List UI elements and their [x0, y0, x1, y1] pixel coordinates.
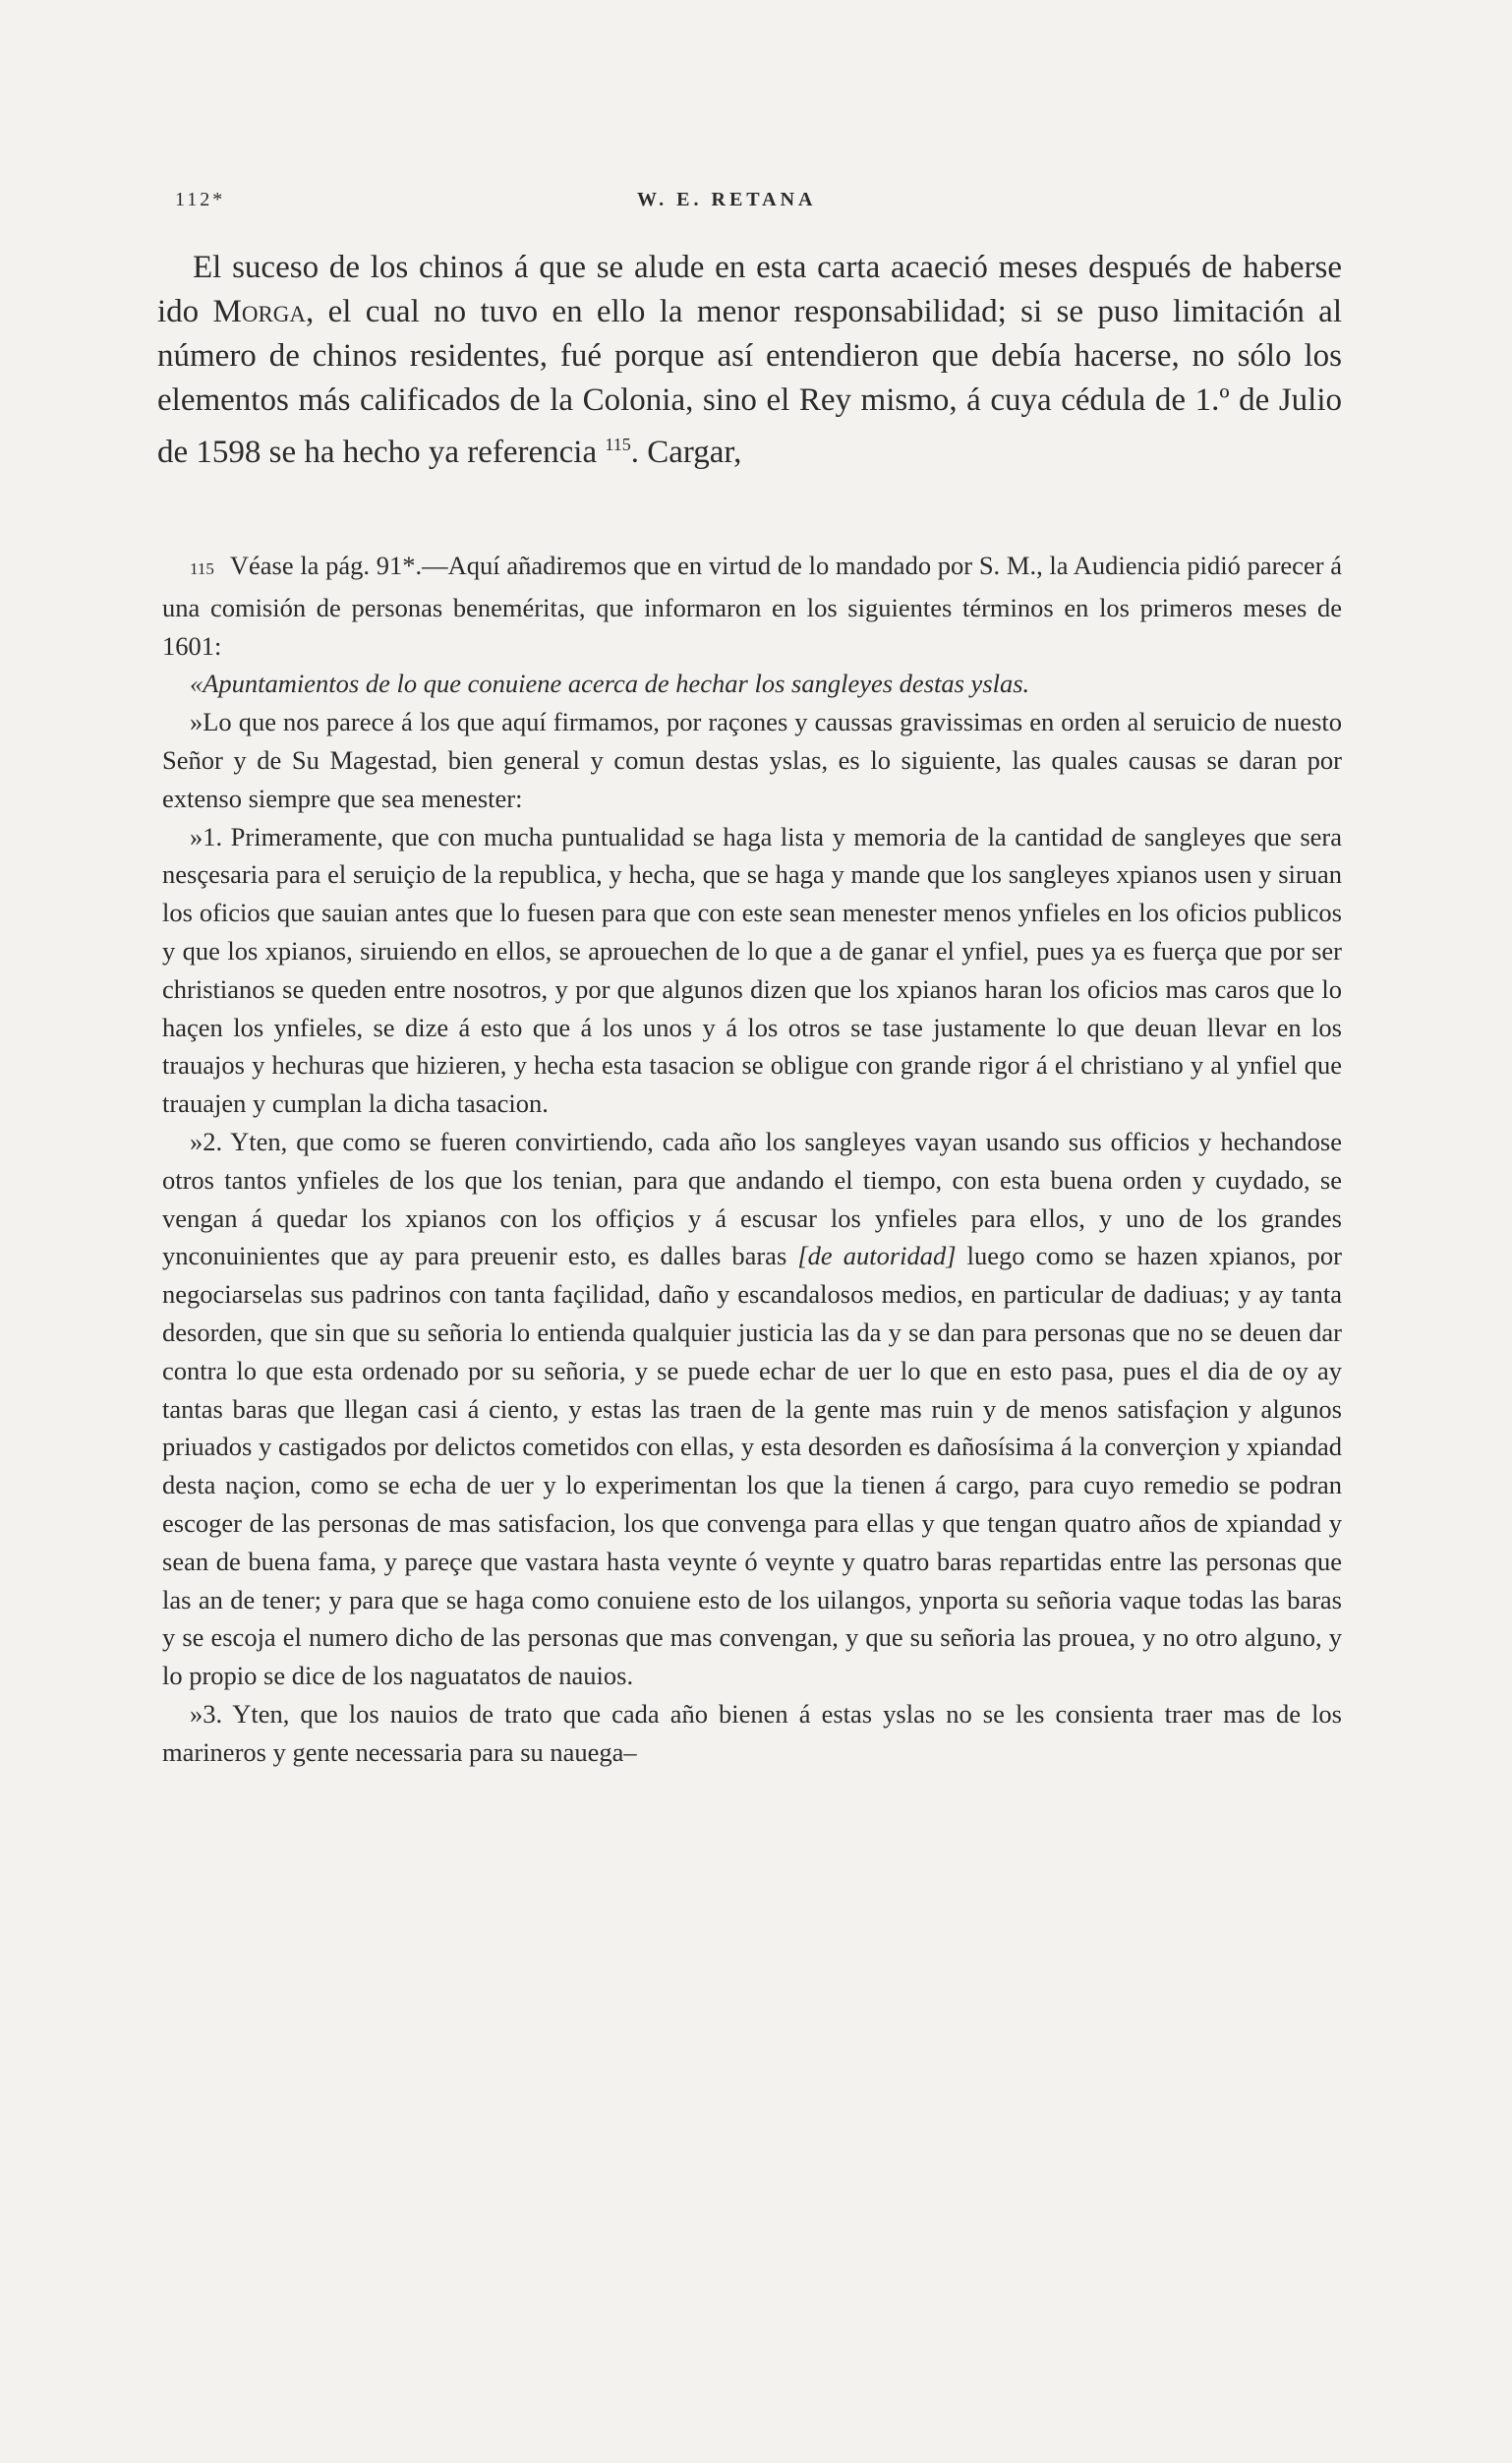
footnote-intro-text: Véase la pág. 91*.—Aquí añadiremos que en virtud de lo mandado por S. M., la Audiencia pidió parecer á una comisión de personas beneméritas, que informaron en los siguientes términos en los primeros meses de 1601: — [162, 551, 1342, 661]
footnote-block — [162, 547, 1342, 1772]
footnote-intro — [162, 547, 1342, 665]
bracketed-insert: [de autoridad] — [797, 1241, 957, 1271]
footnote-heading: «Apuntamientos de lo que conuiene acerca de hechar los sangleyes destas yslas. — [190, 669, 1030, 699]
main-paragraph — [157, 246, 1342, 475]
footnote-paragraph-2 — [162, 1123, 1342, 1695]
main-text-part-1: El suceso de los chinos á que se alude en esta carta acaeció meses después de haberse ido — [157, 250, 1342, 329]
page-number: 112* — [175, 189, 226, 210]
footnote-paragraph-1: »1. Primeramente, que con mucha puntualidad se haga lista y memoria de la cantidad de sangleyes que sera nesçesaria para el seruiçio de la republica, y hecha, que se haga y mande que los sangleyes xpianos usen y siruan los oficios que sauian antes que lo fuesen para que con este sean menester menos ynfieles en los oficios publicos y que los xpianos, siruiendo en ellos, se aprouechen de lo que a de ganar el ynfiel, pues ya es fuerça que por ser christianos se queden entre nosotros, y por que algunos dizen que los xpianos haran los oficios mas caros que lo haçen los ynfieles, se dize á esto que á los unos y á los otros se tase justamente lo que deuan llevar en los trauajos y hechuras que hizieren, y hecha esta tasacion se obligue con grande rigor á el christiano y al ynfiel que trauajen y cumplan la dicha tasacion. — [162, 821, 1342, 1119]
footnote-paragraph-2-part-2: luego como se hazen xpianos, por negociarselas sus padrinos con tanta façilidad, daño y escandalosos medios, en particular de dadiuas; y ay tanta desorden, que sin que su señoria lo entienda qualquier justicia las da y se dan para personas que no se deuen dar contra lo que esta ordenado por su señoria, y se puede echar de uer lo que en esto pasa, pues el dia de oy ay tantas baras que llegan casi á ciento, y estas las traen de la gente mas ruin y de menos satisfaçion y algunos priuados y castigados por delictos cometidos con ellas, y esta desorden es dañosísima á la converçion y xpiandad desta naçion, como se echa de uer y lo experimentan los que la tienen á cargo, para cuyo remedio se podran escoger de las personas de mas satisfacion, los que convenga para ellas y que tengan quatro años de xpiandad y sean de buena fama, y pareçe que vastara hasta veynte ó veynte y quatro baras repartidas entre las personas que las an de tener; y para que se haga como conuiene esto de los uilangos, ynporta su señoria vaque todas las baras y se escoja el numero dicho de las personas que mas convengan, y que su señoria las prouea, y no otro alguno, y lo propio se dice de los naguatatos de nauios. — [162, 1241, 1342, 1691]
main-text — [157, 246, 1342, 475]
footnote-paragraph-2-part-1: »2. Yten, que como se fueren convirtiendo, cada año los sangleyes vayan usando sus officios y hechandose otros tantos ynfieles de los que los tenian, para que andando el tiempo, con esta buena orden y cuydado, se vengan á quedar los xpianos con los offiçios y á escusar los ynfieles para ellos, y uno de los grandes ynconuinientes que ay para preuenir esto, es dalles baras — [162, 1126, 1342, 1271]
footnote-paragraph-3: »3. Yten, que los nauios de trato que cada año bienen á estas yslas no se les consienta traer mas de los marineros y gente necessaria para su nauega– — [162, 1698, 1342, 1767]
morga-name: Morga — [212, 294, 307, 329]
main-text-part-3: . Cargar, — [630, 435, 742, 470]
footnote-reference: 115 — [605, 435, 631, 454]
footnote-paragraph-intro: »Lo que nos parece á los que aquí firmamos, por raçones y caussas gravissimas en orden al seruicio de nuesto Señor y de Su Magestad, bien general y comun destas yslas, es lo siguiente, las quales causas se daran por extenso siempre que sea menester: — [162, 707, 1342, 813]
main-text-part-2: , el cual no tuvo en ello la menor responsabilidad; si se puso limitación al número de chinos residentes, fué porque así entendieron que debía hacerse, no sólo los elementos más calificados de la Colonia, sino el Rey mismo, á cuya cédula de 1.º de Julio de 1598 se ha hecho ya referencia — [157, 294, 1342, 470]
footnote-number: 115 — [190, 559, 214, 578]
running-title: W. E. RETANA — [637, 189, 817, 210]
